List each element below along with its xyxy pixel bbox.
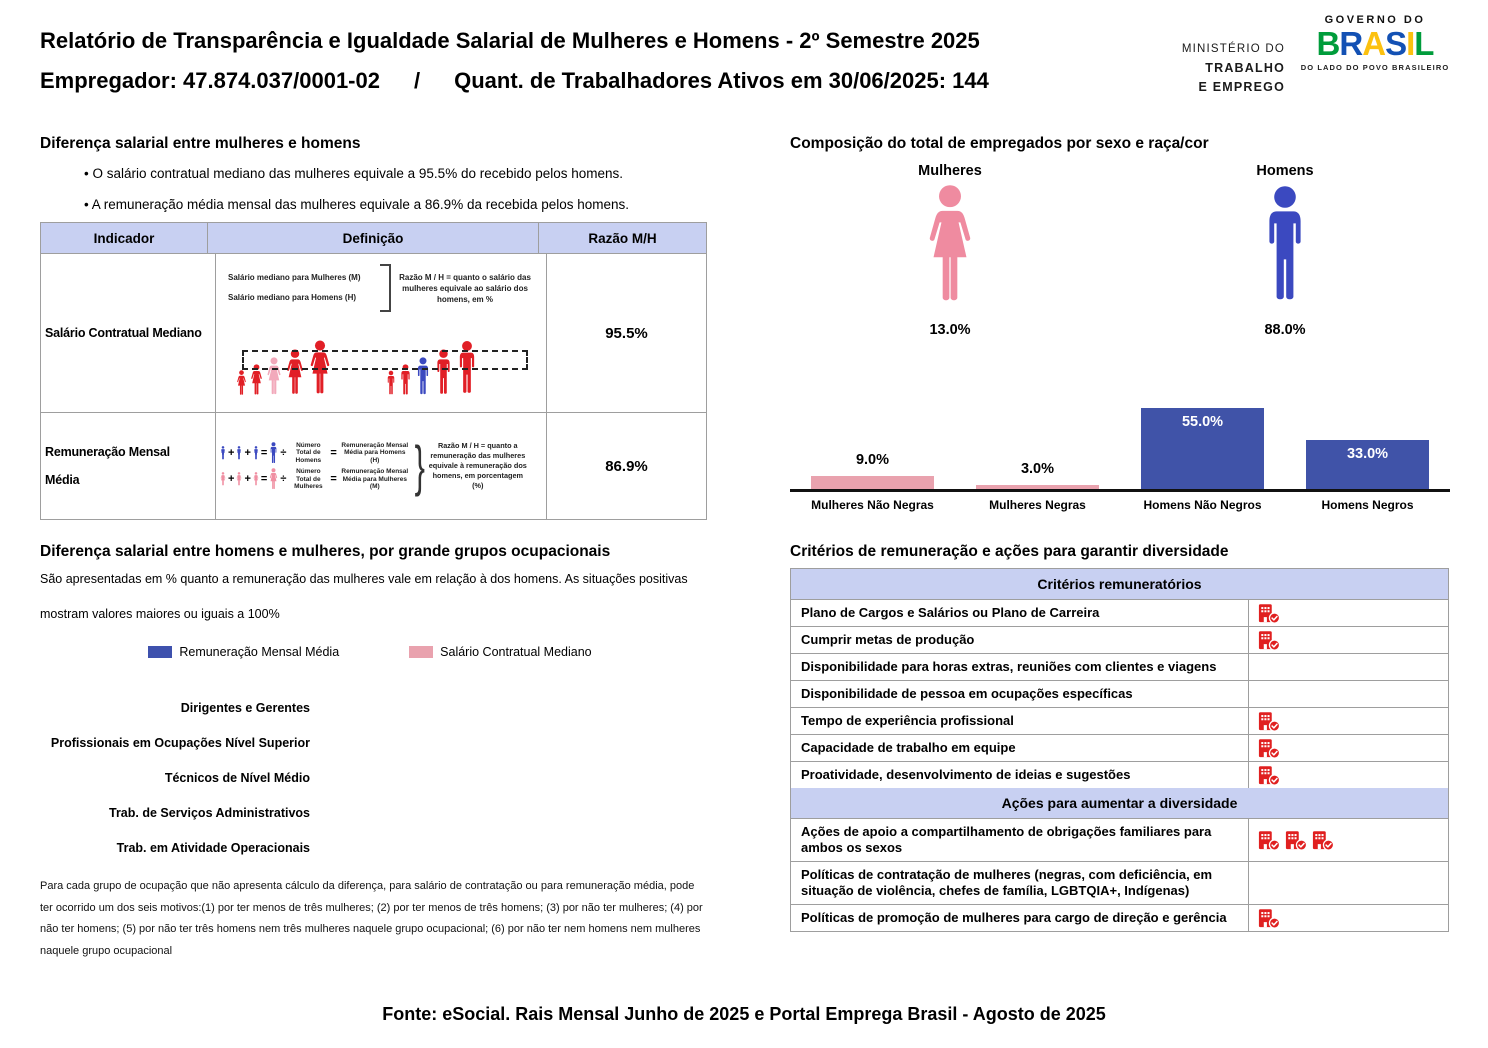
table-row-median-salary xyxy=(41,254,706,413)
criteria-row xyxy=(791,681,1448,708)
occupational-subtitle-line1: São apresentadas em % quanto a remuneração das mulheres vale em relação à dos homens. As situações positivas xyxy=(40,572,688,586)
legend-label: Remuneração Mensal Média xyxy=(179,645,340,659)
bar xyxy=(976,485,1099,489)
ratio-note: Razão M / H = quanto o salário das mulheres equivale ao salário dos homens, em % xyxy=(399,272,531,304)
criteria-check-cell xyxy=(1249,681,1448,707)
gov-brasil-logo xyxy=(1300,14,1450,72)
bar xyxy=(811,476,934,489)
criteria-table xyxy=(790,568,1449,932)
formula-men-row: + + = ÷ Número Total de Homens = Remuneração Mensal Média para Homens (H) xyxy=(220,442,411,465)
company-check-icon xyxy=(1257,737,1281,759)
criteria-label: Políticas de contratação de mulheres (negras, com deficiência, em situação de violência, chefes de família, LGBTQIA+, Indígenas) xyxy=(791,862,1249,904)
criteria-row xyxy=(791,654,1448,681)
page-title: Relatório de Transparência e Igualdade Salarial de Mulheres e Homens - 2º Semestre 2025 xyxy=(40,28,980,53)
criteria-row xyxy=(791,862,1448,905)
criteria-label: Cumprir metas de produção xyxy=(791,627,1249,653)
bar-category-label: Homens Negros xyxy=(1321,498,1414,512)
occupational-category-label: Profissionais em Ocupações Nível Superior xyxy=(50,735,310,750)
male-percentage: 88.0% xyxy=(1264,322,1306,338)
gov-brasil-letter: I xyxy=(1406,25,1415,62)
bar-group xyxy=(1285,358,1450,518)
gov-brasil-letter: L xyxy=(1414,25,1434,62)
male-group-label: Homens xyxy=(1256,163,1314,179)
criteria-label: Disponibilidade para horas extras, reuniões com clientes e viagens xyxy=(791,654,1249,680)
occupational-category-label: Trab. em Atividade Operacionais xyxy=(116,840,310,855)
legend-swatch xyxy=(409,646,433,658)
bullet-mean-salary: • A remuneração média mensal das mulheres equivale a 86.9% da recebida pelos homens. xyxy=(84,197,629,212)
company-check-icon xyxy=(1257,629,1281,651)
man-figure-icon xyxy=(220,446,226,460)
legend-item xyxy=(148,645,339,659)
salary-gap-title: Diferença salarial entre mulheres e homens xyxy=(40,135,361,152)
composition-title: Composição do total de empregados por sexo e raça/cor xyxy=(790,135,1209,152)
man-figure-icon xyxy=(386,370,396,396)
woman-figure-icon xyxy=(220,472,226,486)
criteria-check-cell xyxy=(1249,600,1448,626)
median-male-label: Salário mediano para Homens (H) xyxy=(228,293,357,302)
ministry-line-1: MINISTÉRIO DO xyxy=(1181,43,1285,55)
formula-result-label: Remuneração Mensal Média para Homens (H) xyxy=(341,441,409,464)
occupational-title: Diferença salarial entre homens e mulheres, por grande grupos ocupacionais xyxy=(40,543,611,560)
woman-figure-icon xyxy=(269,468,278,490)
active-workers: Quant. de Trabalhadores Ativos em 30/06/2025: 144 xyxy=(454,68,989,93)
company-check-icon xyxy=(1257,602,1281,624)
formula-divisor-label: Número Total de Mulheres xyxy=(294,468,323,490)
bar-category-label: Homens Não Negros xyxy=(1143,498,1262,512)
definition-cell xyxy=(216,413,547,519)
company-check-icon xyxy=(1257,829,1281,851)
criteria-check-cell xyxy=(1249,905,1448,931)
formula-women-row: + + = ÷ Número Total de Mulheres = Remuneração Mensal Média para Mulheres (M) xyxy=(220,468,411,491)
company-check-icon xyxy=(1284,829,1308,851)
man-figure-icon xyxy=(236,446,242,460)
criteria-check-cell xyxy=(1249,819,1448,861)
criteria-check-cell xyxy=(1249,627,1448,653)
median-dashed-box xyxy=(242,350,528,370)
bar-value-label: 3.0% xyxy=(1020,461,1055,477)
salary-gap-table xyxy=(40,222,707,520)
ministry-line-3: E EMPREGO xyxy=(1198,80,1285,94)
bar-category-label: Mulheres Negras xyxy=(989,498,1086,512)
separator: / xyxy=(413,68,421,93)
occupational-category-label: Técnicos de Nível Médio xyxy=(164,770,310,785)
legend-label: Salário Contratual Mediano xyxy=(440,645,592,659)
criteria-section1-header: Critérios remuneratórios xyxy=(791,569,1448,600)
occupational-category-label: Dirigentes e Gerentes xyxy=(180,700,310,715)
occupational-footnote: Para cada grupo de ocupação que não apresenta cálculo da diferença, para salário de contratação ou para remuneração média, pode ter ocorrido um dos seis motivos:(1) por ter menos de três mulheres; (2) por ter menos de três homens; (3) por não ter mulheres; (4) por não ter homens; (5) por não ter três homens nem três mulheres naquele grupo ocupacional; (6) por não ter nem homens nem mulheres naquele grupo ocupacional xyxy=(40,880,703,957)
ratio-value: 86.9% xyxy=(605,457,648,475)
man-icon xyxy=(1261,184,1309,306)
bar-value-label: 33.0% xyxy=(1346,446,1389,462)
criteria-check-cell xyxy=(1249,762,1448,788)
employer-id: Empregador: 47.874.037/0001-02 xyxy=(40,68,380,93)
criteria-label: Políticas de promoção de mulheres para cargo de direção e gerência xyxy=(791,905,1249,931)
bar-category-label: Mulheres Não Negras xyxy=(811,498,934,512)
col-header-indicator: Indicador xyxy=(41,223,208,253)
bar-group xyxy=(955,358,1120,518)
composition-bar-chart xyxy=(790,358,1450,518)
formula-divisor-label: Número Total de Homens xyxy=(295,441,322,464)
criteria-label: Capacidade de trabalho em equipe xyxy=(791,735,1249,761)
criteria-label: Tempo de experiência profissional xyxy=(791,708,1249,734)
ratio-value: 95.5% xyxy=(605,324,648,342)
source-footer: Fonte: eSocial. Rais Mensal Junho de 2025 e Portal Emprega Brasil - Agosto de 2025 xyxy=(382,1004,1106,1024)
criteria-check-cell xyxy=(1249,862,1448,904)
people-pictograph xyxy=(216,316,546,396)
definition-cell xyxy=(216,254,547,412)
col-header-ratio: Razão M/H xyxy=(588,230,657,246)
woman-icon xyxy=(925,184,975,306)
bullet-median-salary: • O salário contratual mediano das mulheres equivale a 95.5% do recebido pelos homens. xyxy=(84,166,623,181)
gov-brasil-letter: B xyxy=(1316,25,1340,62)
criteria-row xyxy=(791,762,1448,788)
occupational-category-label: Trab. de Serviços Administrativos xyxy=(109,805,310,820)
gov-brasil-letter: R xyxy=(1339,25,1363,62)
gov-tagline: DO LADO DO POVO BRASILEIRO xyxy=(1300,63,1450,72)
col-header-definition: Definição xyxy=(208,223,539,253)
occupational-subtitle-line2: mostram valores maiores ou iguais a 100% xyxy=(40,607,280,621)
ministry-logo xyxy=(1160,40,1285,97)
company-check-icon xyxy=(1257,710,1281,732)
female-percentage: 13.0% xyxy=(929,322,971,338)
bracket-shape xyxy=(380,264,391,312)
criteria-check-cell xyxy=(1249,708,1448,734)
ministry-line-2: TRABALHO xyxy=(1205,61,1285,75)
criteria-row xyxy=(791,819,1448,862)
salary-gap-table-header xyxy=(41,223,706,254)
criteria-check-cell xyxy=(1249,735,1448,761)
company-check-icon xyxy=(1257,764,1281,786)
legend-item xyxy=(409,645,591,659)
woman-figure-icon xyxy=(236,472,242,486)
criteria-section2-header: Ações para aumentar a diversidade xyxy=(791,788,1448,819)
man-figure-icon xyxy=(253,446,259,460)
criteria-label: Disponibilidade de pessoa em ocupações específicas xyxy=(791,681,1249,707)
employer-line xyxy=(40,68,989,94)
company-check-icon xyxy=(1257,907,1281,929)
female-group-label: Mulheres xyxy=(918,163,982,179)
bar-value-label: 55.0% xyxy=(1181,414,1224,430)
criteria-label: Ações de apoio a compartilhamento de obrigações familiares para ambos os sexos xyxy=(791,819,1249,861)
occupational-legend xyxy=(40,645,700,659)
criteria-label: Proatividade, desenvolvimento de ideias e sugestões xyxy=(791,762,1249,788)
criteria-check-cell xyxy=(1249,654,1448,680)
table-row-mean-salary xyxy=(41,413,706,519)
median-female-label: Salário mediano para Mulheres (M) xyxy=(228,273,361,282)
woman-figure-icon xyxy=(236,370,247,396)
gov-brasil-letter: A xyxy=(1362,25,1386,62)
occupational-category-list xyxy=(40,690,310,865)
bar-group xyxy=(790,358,955,518)
gov-top-label: GOVERNO DO xyxy=(1324,14,1426,26)
indicator-label: Salário Contratual Mediano xyxy=(41,254,216,412)
bar-group xyxy=(1120,358,1285,518)
man-figure-icon xyxy=(269,442,278,464)
ratio-note: Razão M / H = quanto a remuneração das mulheres equivale à remuneração dos homens, em porcentagem (%) xyxy=(428,441,527,490)
indicator-label: Remuneração Mensal Média xyxy=(41,413,216,519)
brace-shape: } xyxy=(414,434,425,497)
formula-result-label: Remuneração Mensal Média para Mulheres (M) xyxy=(341,468,409,490)
criteria-row xyxy=(791,708,1448,735)
criteria-row xyxy=(791,627,1448,654)
gov-brasil-wordmark xyxy=(1300,26,1450,62)
criteria-row xyxy=(791,600,1448,627)
gov-brasil-letter: S xyxy=(1385,25,1407,62)
bar-value-label: 9.0% xyxy=(855,452,890,468)
legend-swatch xyxy=(148,646,172,658)
woman-figure-icon xyxy=(253,472,259,486)
criteria-row xyxy=(791,905,1448,931)
criteria-row xyxy=(791,735,1448,762)
company-check-icon xyxy=(1311,829,1335,851)
criteria-title: Critérios de remuneração e ações para garantir diversidade xyxy=(790,543,1229,560)
criteria-label: Plano de Cargos e Salários ou Plano de Carreira xyxy=(791,600,1249,626)
